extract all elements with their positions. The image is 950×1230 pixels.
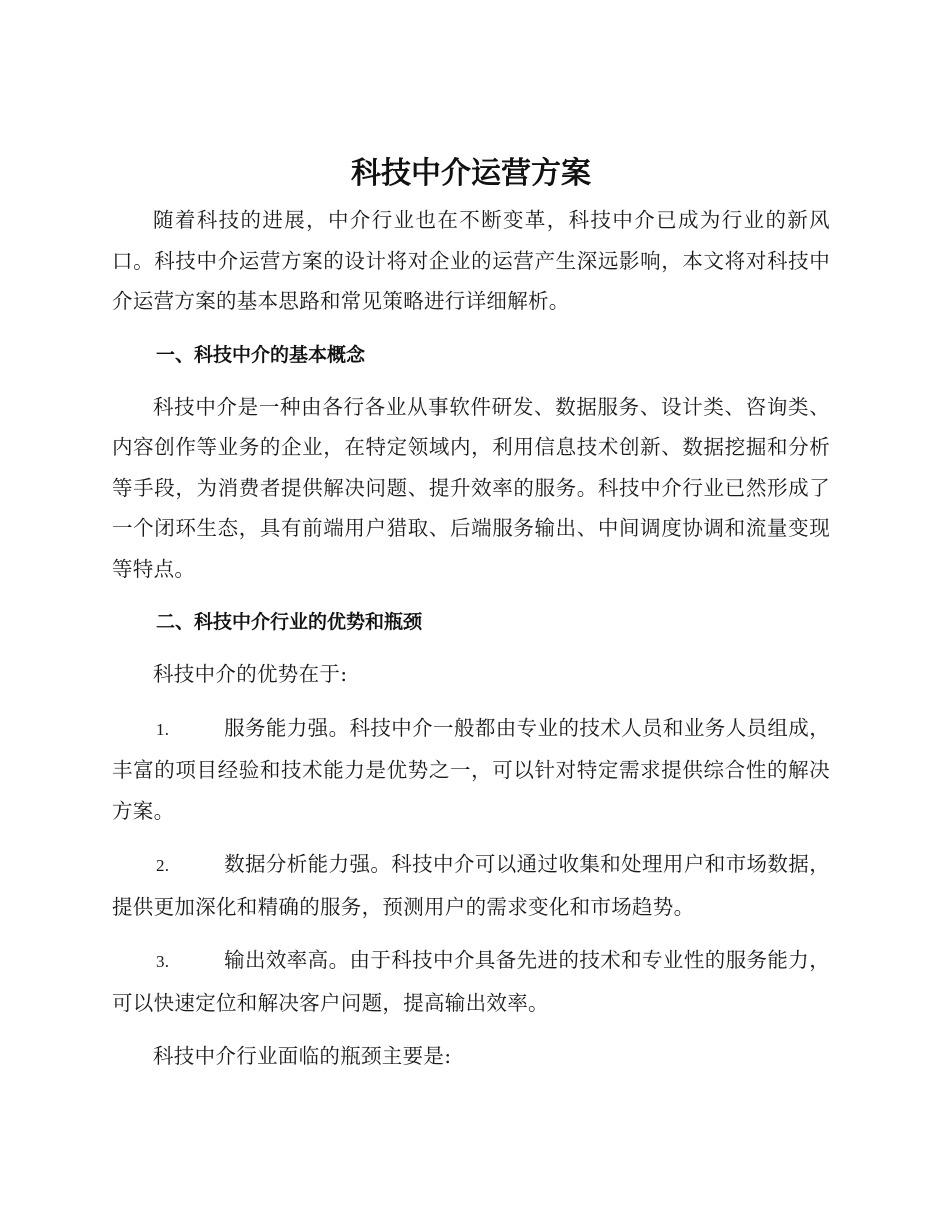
list-item xyxy=(112,844,830,927)
section-1-heading: 一、科技中介的基本概念 xyxy=(156,343,366,366)
document-page xyxy=(112,150,830,1090)
list-item-text: 服务能力强。科技中介一般都由专业的技术人员和业务人员组成，丰富的项目经验和技术能力是优势之一，可以针对特定需求提供综合性的解决方案。 xyxy=(112,715,830,823)
intro-paragraph: 随着科技的进展，中介行业也在不断变革，科技中介已成为行业的新风口。科技中介运营方案的设计将对企业的运营产生深远影响，本文将对科技中介运营方案的基本思路和常见策略进行详细解析。 xyxy=(112,208,830,313)
list-item-number: 3. xyxy=(156,952,170,971)
list-item-number: 2. xyxy=(156,856,170,875)
document-title: 科技中介运营方案 xyxy=(351,156,591,191)
bottleneck-intro: 科技中介行业面临的瓶颈主要是: xyxy=(153,1044,452,1068)
list-item-number: 1. xyxy=(156,719,170,739)
section-2-heading: 二、科技中介行业的优势和瓶颈 xyxy=(156,611,423,633)
list-item-text: 数据分析能力强。科技中介可以通过收集和处理用户和市场数据，提供更加深化和精确的服务，预测用户的需求变化和市场趋势。 xyxy=(112,852,830,919)
list-item-text: 输出效率高。由于科技中介具备先进的技术和专业性的服务能力，可以快速定位和解决客户问题，提高输出效率。 xyxy=(112,948,830,1015)
list-item xyxy=(112,708,830,832)
advantages-intro: 科技中介的优势在于: xyxy=(153,662,348,686)
list-item xyxy=(112,940,830,1023)
section-1-paragraph: 科技中介是一种由各行各业从事软件研发、数据服务、设计类、咨询类、内容创作等业务的企业，在特定领域内，利用信息技术创新、数据挖掘和分析等手段，为消费者提供解决问题、提升效率的服务。科技中介行业已然形成了一个闭环生态，具有前端用户猎取、后端服务输出、中间调度协调和流量变现等特点。 xyxy=(112,394,830,581)
